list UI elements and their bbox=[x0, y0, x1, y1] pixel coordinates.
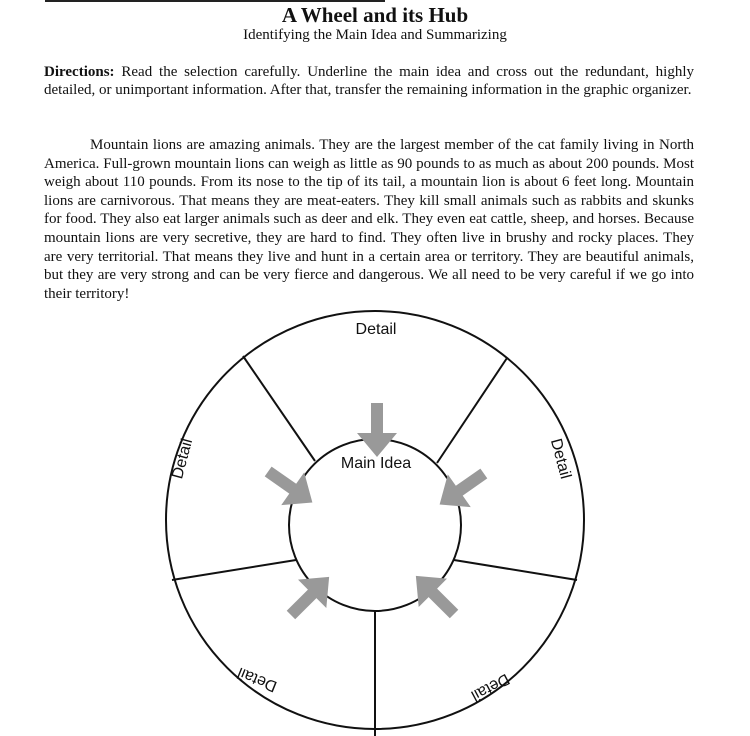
directions-label: Directions: bbox=[44, 64, 115, 80]
detail-label-bottom-left: Detail bbox=[235, 663, 280, 695]
arrow-lower-right-icon bbox=[402, 562, 468, 628]
spoke-top-left bbox=[243, 356, 315, 461]
arrow-top-icon bbox=[357, 403, 397, 457]
spoke-top-right bbox=[437, 358, 507, 463]
worksheet-title: A Wheel and its Hub bbox=[281, 3, 469, 27]
detail-label-top: Detail bbox=[355, 321, 397, 338]
detail-label-left: Detail bbox=[169, 436, 197, 481]
detail-label-right: Detail bbox=[546, 436, 574, 481]
directions-text: Read the selection carefully. Underline the main idea and cross out the redundant, highly detailed, or unimportant information. After that, transfer the remaining information in the graphic organizer. bbox=[44, 64, 694, 98]
arrow-lower-left-icon bbox=[277, 563, 343, 629]
hub-label: Main Idea bbox=[340, 455, 412, 472]
spoke-right bbox=[454, 560, 577, 580]
spoke-left bbox=[172, 560, 296, 580]
worksheet-subtitle: Identifying the Main Idea and Summarizing bbox=[243, 27, 507, 43]
detail-label-bottom-right: Detail bbox=[468, 669, 513, 705]
reading-passage: Mountain lions are amazing animals. They are the largest member of the cat family living in North America. Full-grown mountain lions can weigh as little as 90 pounds to as much as about 200 pounds. Most weigh about 110 pounds. From its nose to the tip of its tail, a mountain lion is about 6 feet long. Mountain lions are carnivorous. That means they are meat-eaters. They kill small animals such as rabbits and skunks for food. They also eat larger animals such as deer and elk. They even eat cattle, sheep, and horses. Because mountain lions are very secretive, they are hard to find. They often live in brushy and rocky places. They are very territorial. That means they live and hunt in a certain area or territory. They are beautiful animals, but they are very strong and can be very fierce and dangerous. We all need to be very careful if we go into their territory! bbox=[44, 137, 694, 302]
